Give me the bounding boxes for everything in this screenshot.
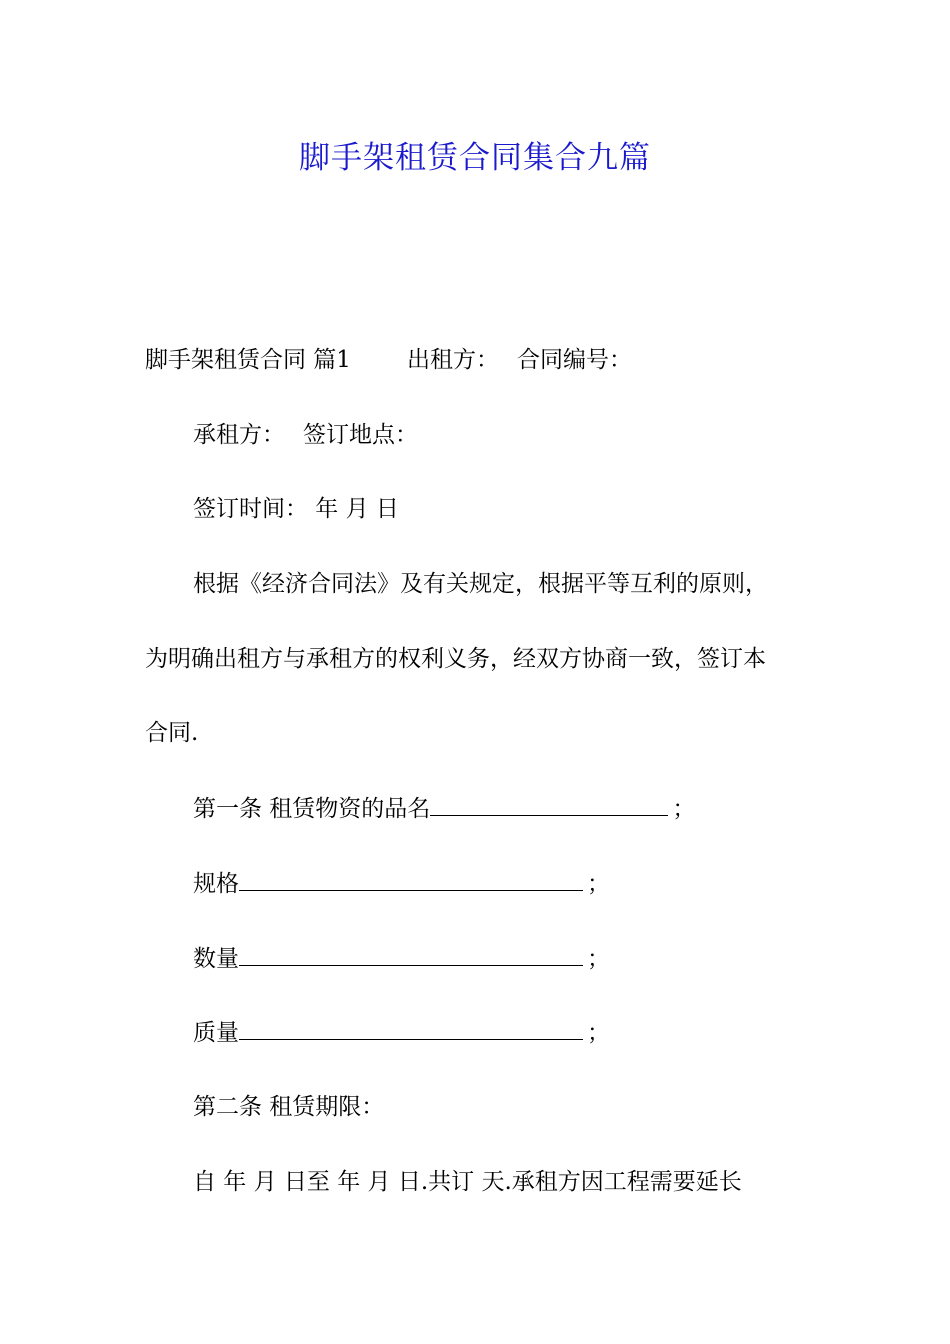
intro-paragraph-line-2: 为明确出租方与承租方的权利义务，经双方协商一致，签订本 <box>145 646 766 672</box>
signing-place-label: 签订地点： <box>303 422 418 448</box>
item-name-blank[interactable] <box>430 793 668 816</box>
intro-paragraph-line-1: 根据《经济合同法》及有关规定，根据平等互利的原则， <box>193 571 768 597</box>
intro-paragraph-line-3: 合同. <box>145 720 199 746</box>
lessee-line <box>193 420 418 450</box>
quantity-line: 数量 ； <box>193 943 610 974</box>
spec-line: 规格 ； <box>193 868 610 899</box>
article-1-line: 第一条 租赁物资的品名 ； <box>193 793 695 824</box>
quantity-blank[interactable] <box>239 943 583 966</box>
contract-number-label: 合同编号： <box>516 347 632 373</box>
spec-blank[interactable] <box>239 868 583 891</box>
article-2-line: 第二条 租赁期限： <box>193 1094 385 1120</box>
quality-line: 质量 ； <box>193 1017 610 1048</box>
lessee-label: 承租方： <box>193 422 285 448</box>
lease-period-line: 自 年 月 日至 年 月 日.共订 天.承租方因工程需要延长 <box>193 1169 742 1195</box>
quantity-label: 数量 <box>193 946 239 972</box>
section-label: 脚手架租赁合同 篇1 <box>145 347 351 373</box>
article-1-label: 第一条 租赁物资的品名 <box>193 796 431 822</box>
header-line <box>145 345 632 375</box>
signing-date-line: 签订时间： 年 月 日 <box>193 496 399 522</box>
quality-label: 质量 <box>193 1020 239 1046</box>
spec-label: 规格 <box>193 871 239 897</box>
quality-blank[interactable] <box>239 1017 583 1040</box>
document-title: 脚手架租赁合同集合九篇 <box>299 140 651 176</box>
lessor-label: 出租方： <box>406 347 499 373</box>
